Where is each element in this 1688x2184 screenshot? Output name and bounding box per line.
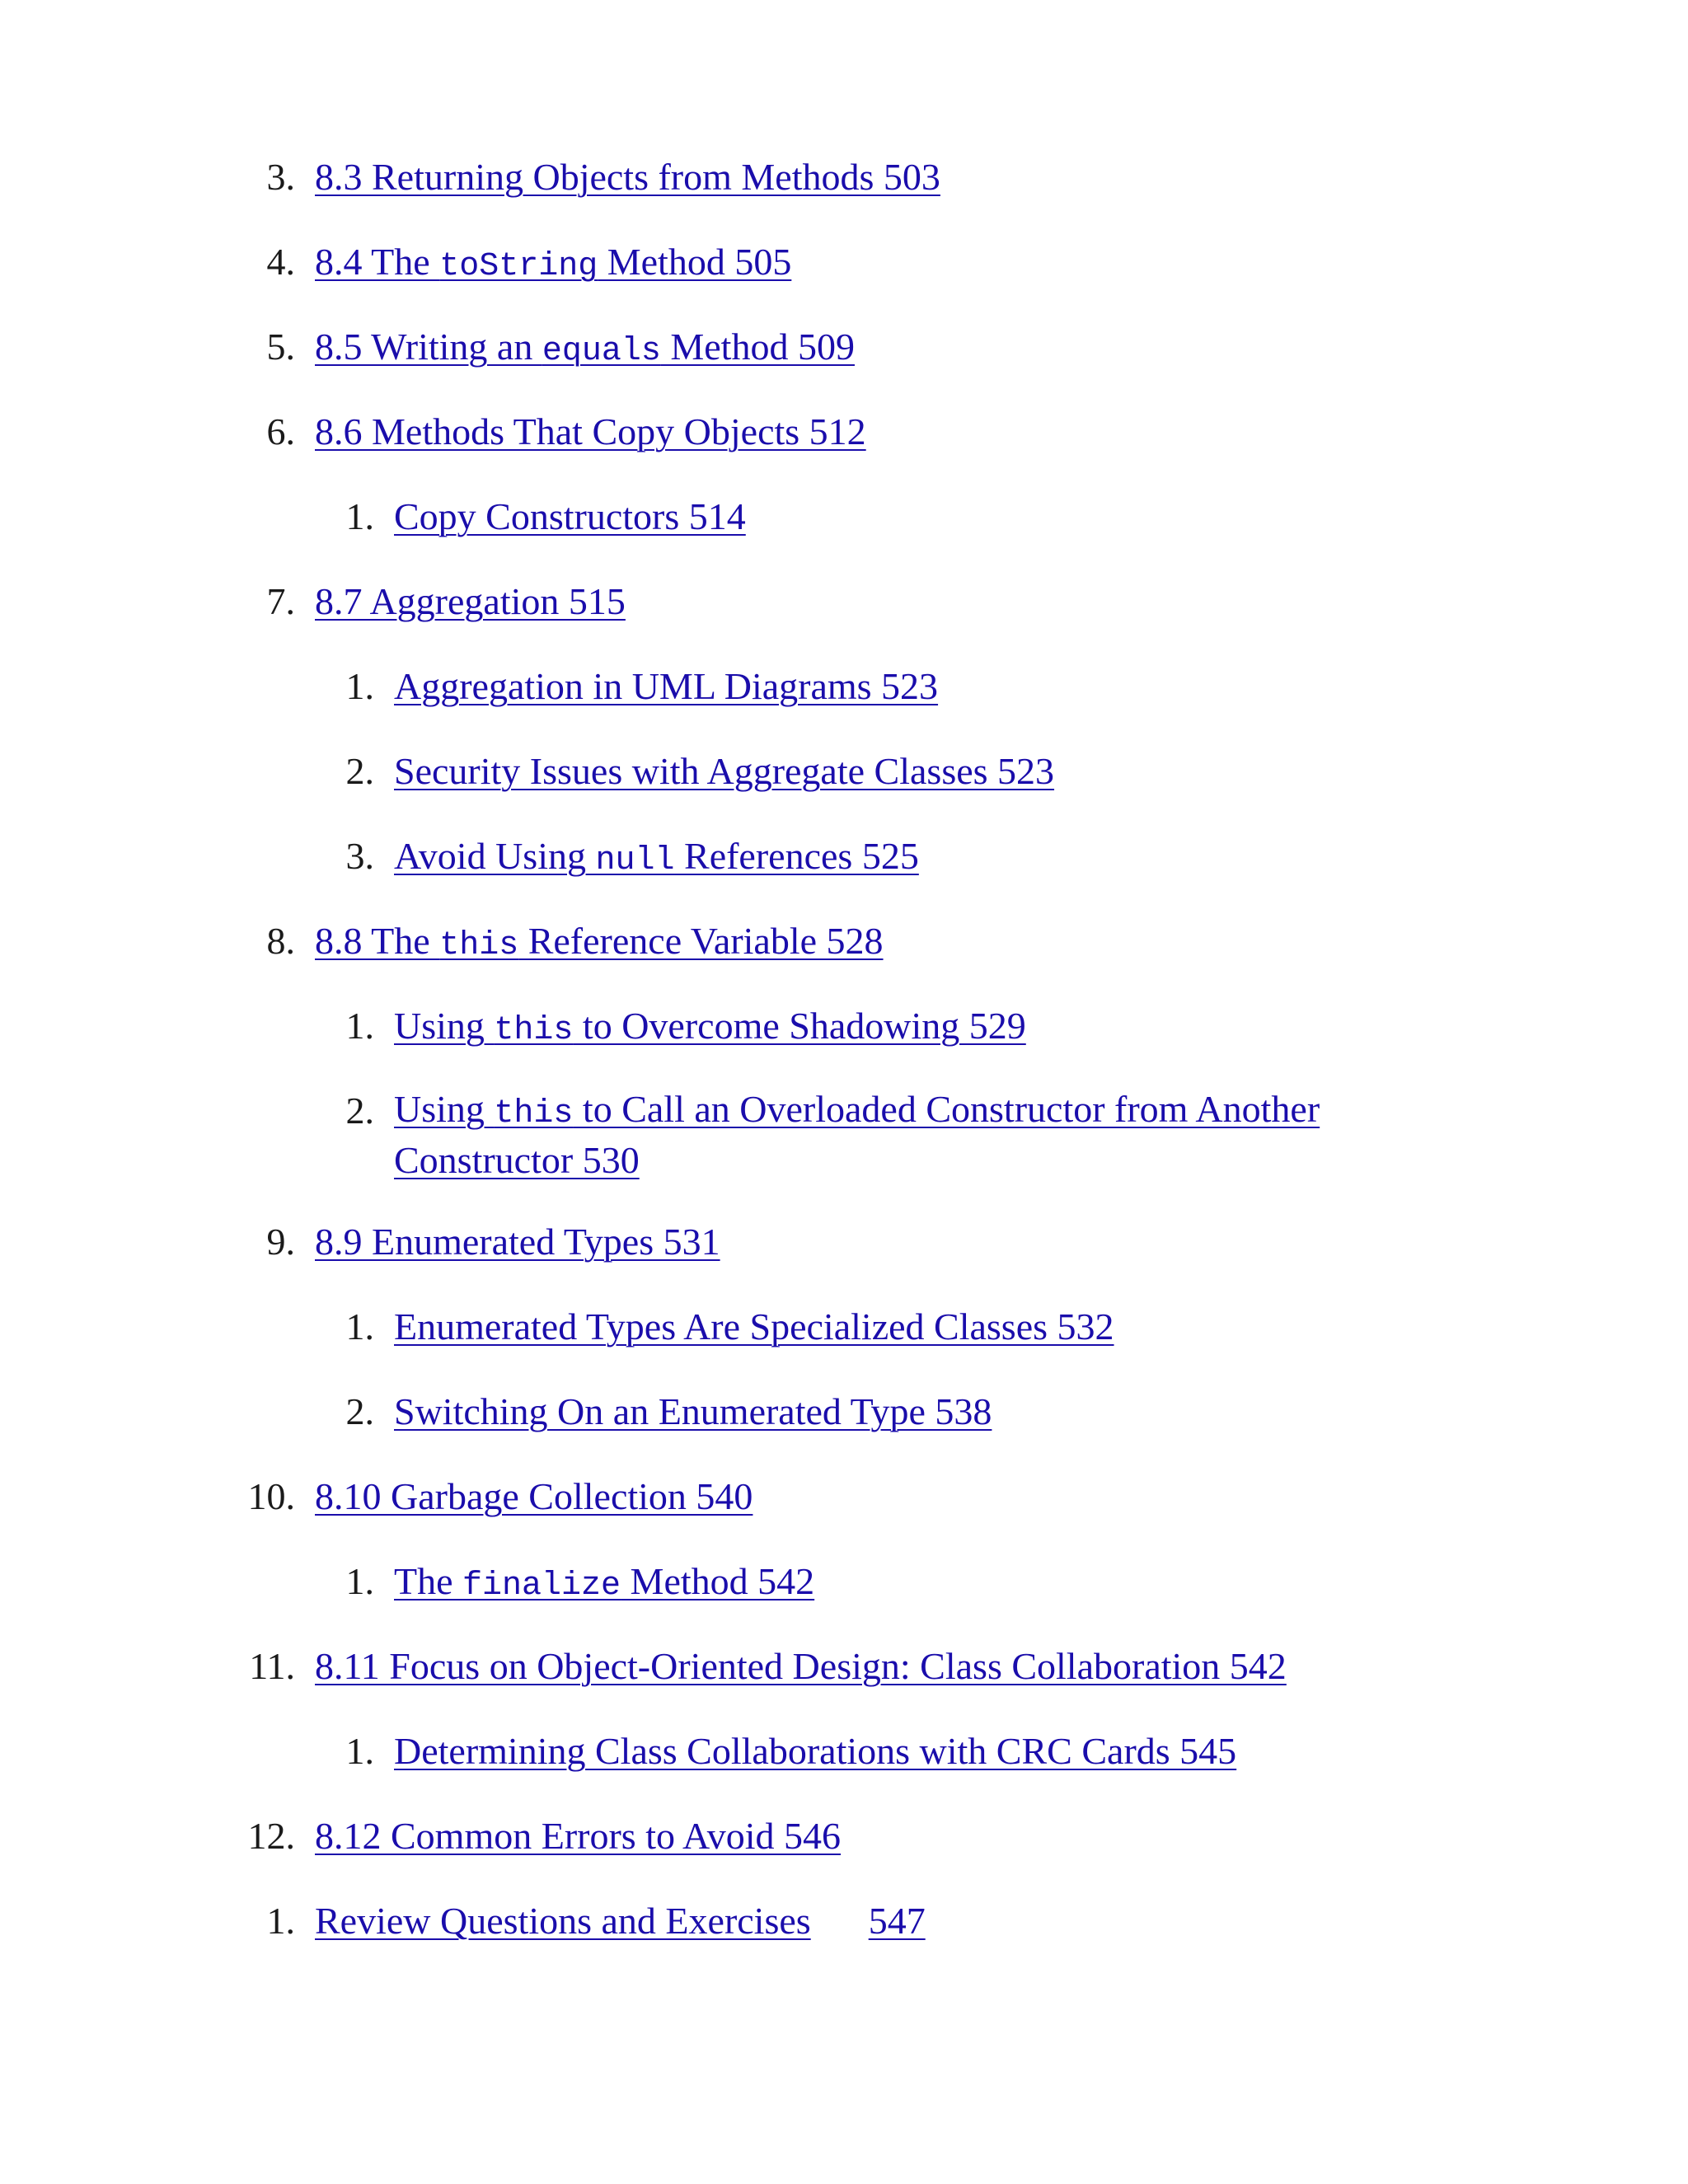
- entry-number: 1.: [266, 1900, 295, 1942]
- toc-link-this-constructor[interactable]: Using this to Call an Overloaded Constructor from Another Constructor 530: [394, 1088, 1320, 1181]
- entry-number: 12.: [247, 1815, 295, 1857]
- entry-number: 1.: [345, 665, 374, 707]
- entry-number: 4.: [266, 241, 295, 283]
- toc-link-avoid-null[interactable]: Avoid Using null References 525: [394, 835, 919, 879]
- toc-link-finalize[interactable]: The finalize Method 542: [394, 1560, 815, 1605]
- toc-link-8-4[interactable]: 8.4 The toString Method 505: [315, 241, 792, 285]
- entry-number: 10.: [247, 1475, 295, 1517]
- toc-link-aggregation-uml[interactable]: Aggregation in UML Diagrams 523: [394, 665, 939, 707]
- toc-link-security-issues[interactable]: Security Issues with Aggregate Classes 523: [394, 750, 1055, 792]
- toc-link-8-8[interactable]: 8.8 The this Reference Variable 528: [315, 920, 884, 964]
- entry-number: 2.: [345, 750, 374, 792]
- toc-link-enum-classes[interactable]: Enumerated Types Are Specialized Classes 532: [394, 1305, 1114, 1347]
- entry-number: 6.: [266, 410, 295, 452]
- toc-link-8-5[interactable]: 8.5 Writing an equals Method 509: [315, 326, 855, 370]
- toc-link-this-shadowing[interactable]: Using this to Overcome Shadowing 529: [394, 1005, 1026, 1049]
- entry-number: 1.: [345, 495, 374, 537]
- toc-link-8-7[interactable]: 8.7 Aggregation 515: [315, 580, 626, 622]
- toc-link-8-6[interactable]: 8.6 Methods That Copy Objects 512: [315, 410, 866, 452]
- entry-number: 2.: [345, 1390, 374, 1432]
- entry-number: 9.: [266, 1221, 295, 1263]
- entry-number: 1.: [345, 1730, 374, 1772]
- entry-number: 8.: [266, 920, 295, 962]
- entry-number: 3.: [345, 835, 374, 877]
- toc-link-copy-constructors[interactable]: Copy Constructors 514: [394, 495, 746, 537]
- entry-number: 1.: [345, 1305, 374, 1347]
- toc-link-8-9[interactable]: 8.9 Enumerated Types 531: [315, 1221, 720, 1263]
- entry-number: 5.: [266, 326, 295, 368]
- entry-number: 7.: [266, 580, 295, 622]
- entry-number: 3.: [266, 156, 295, 198]
- entry-number: 11.: [249, 1645, 295, 1687]
- toc-link-8-10[interactable]: 8.10 Garbage Collection 540: [315, 1475, 753, 1517]
- entry-number: 1.: [345, 1005, 374, 1047]
- toc-link-8-3[interactable]: 8.3 Returning Objects from Methods 503: [315, 156, 940, 198]
- toc-link-crc-cards[interactable]: Determining Class Collaborations with CRC Cards 545: [394, 1730, 1237, 1772]
- toc-link-enum-switch[interactable]: Switching On an Enumerated Type 538: [394, 1390, 992, 1432]
- entry-number: 2.: [345, 1090, 374, 1132]
- toc-link-review-questions[interactable]: Review Questions and Exercises 547: [315, 1900, 926, 1942]
- toc-link-8-11[interactable]: 8.11 Focus on Object-Oriented Design: Class Collaboration 542: [315, 1645, 1287, 1687]
- entry-number: 1.: [345, 1560, 374, 1602]
- toc-link-8-12[interactable]: 8.12 Common Errors to Avoid 546: [315, 1815, 842, 1857]
